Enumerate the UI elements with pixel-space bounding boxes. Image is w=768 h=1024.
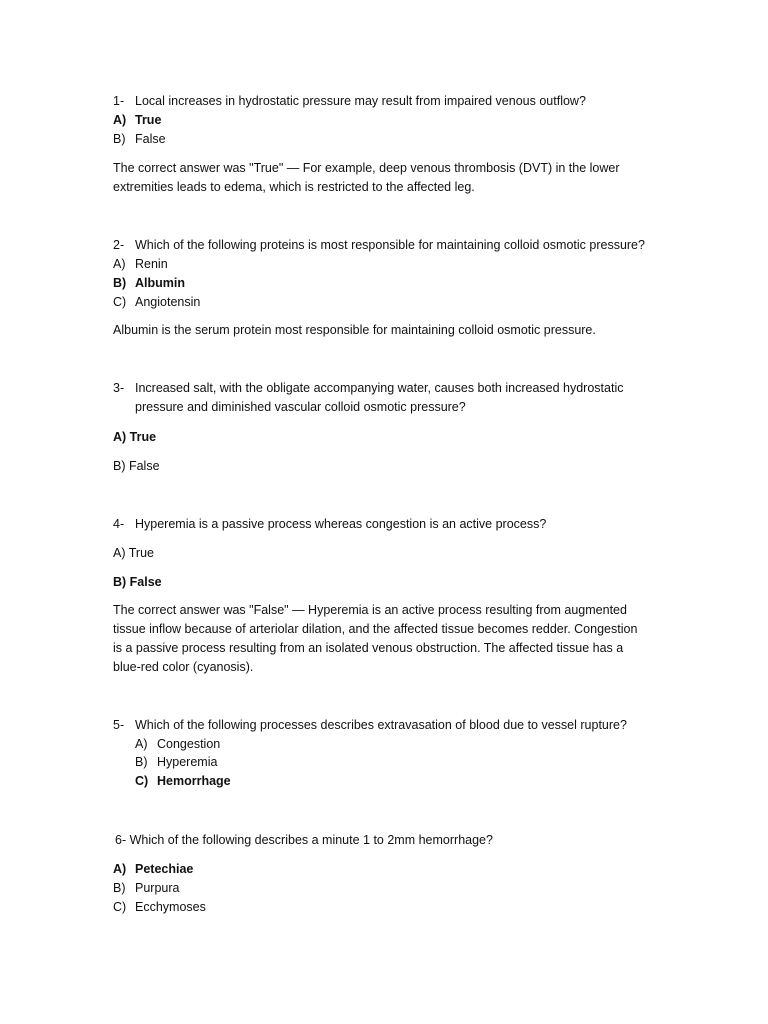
q2-option-b: [113, 274, 185, 293]
q1-text: Local increases in hydrostatic pressure may result from impaired venous outflow?: [135, 94, 586, 108]
q4-question: [113, 515, 546, 534]
q6-option-b-letter: B): [113, 881, 126, 895]
q3-text-line1: Increased salt, with the obligate accompanying water, causes both increased hydrostatic: [135, 381, 624, 395]
q2-option-b-text: Albumin: [135, 276, 185, 290]
q5-option-a: [135, 735, 220, 754]
q6-option-c-text: Ecchymoses: [135, 900, 206, 914]
q6-option-c-letter: C): [113, 900, 127, 914]
q1-option-a: [113, 111, 161, 130]
q2-option-a: [113, 255, 168, 274]
q4-explanation: The correct answer was "False" — Hyperemia is an active process resulting from augmented tissue inflow because of arteriolar dilation, and the affected tissue becomes redder. Congestion is a passive process resulting from an isolated venous obstruction. The affected tissue has a blue-red color (cyanosis).: [113, 603, 638, 674]
q1-option-a-text: True: [135, 113, 162, 127]
q3-option-a: A) True: [113, 430, 157, 444]
q1-option-b: [113, 130, 166, 149]
q5-option-b-text: Hyperemia: [157, 755, 218, 769]
q6-option-a: [113, 860, 193, 879]
q5-option-b-letter: B): [135, 755, 148, 769]
q1-explanation: The correct answer was "True" — For example, deep venous thrombosis (DVT) in the lower extremities leads to edema, which is restricted to the affected leg.: [113, 161, 620, 194]
q1-option-b-letter: B): [113, 132, 126, 146]
q5-option-a-text: Congestion: [157, 737, 221, 751]
q2-text: Which of the following proteins is most responsible for maintaining colloid osmotic pressure?: [135, 238, 645, 252]
q5-option-c-text: Hemorrhage: [157, 774, 231, 788]
q4-option-b: B) False: [113, 575, 162, 589]
q6-option-a-text: Petechiae: [135, 862, 194, 876]
q5-number: 5-: [113, 718, 125, 732]
q5-option-a-letter: A): [135, 737, 148, 751]
q1-option-b-text: False: [135, 132, 166, 146]
q3-option-b: B) False: [113, 459, 160, 473]
q3-number: 3-: [113, 381, 125, 395]
q2-option-c-letter: C): [113, 295, 127, 309]
q6-option-c: [113, 898, 206, 917]
q2-option-a-letter: A): [113, 257, 126, 271]
q2-option-a-text: Renin: [135, 257, 168, 271]
q6-option-b-text: Purpura: [135, 881, 180, 895]
q3-question-line1: [113, 379, 623, 398]
q6-option-a-letter: A): [113, 862, 127, 876]
q5-option-c: [135, 772, 231, 791]
q5-option-c-letter: C): [135, 774, 149, 788]
q2-number: 2-: [113, 238, 125, 252]
q1-question: [113, 92, 586, 111]
q6-question: 6- Which of the following describes a minute 1 to 2mm hemorrhage?: [115, 833, 493, 847]
q2-option-c-text: Angiotensin: [135, 295, 201, 309]
q2-question: [113, 236, 645, 255]
q3-text-line2: pressure and diminished vascular colloid osmotic pressure?: [135, 400, 466, 414]
q4-number: 4-: [113, 517, 125, 531]
q4-text: Hyperemia is a passive process whereas congestion is an active process?: [135, 517, 547, 531]
q5-option-b: [135, 753, 217, 772]
q2-option-b-letter: B): [113, 276, 127, 290]
q4-option-a: A) True: [113, 546, 154, 560]
q5-text: Which of the following processes describes extravasation of blood due to vessel rupture?: [135, 718, 627, 732]
q5-question: [113, 716, 627, 735]
q1-option-a-letter: A): [113, 113, 127, 127]
q6-option-b: [113, 879, 179, 898]
q2-explanation: Albumin is the serum protein most responsible for maintaining colloid osmotic pressure.: [113, 323, 596, 337]
q1-number: 1-: [113, 94, 125, 108]
q2-option-c: [113, 293, 200, 312]
